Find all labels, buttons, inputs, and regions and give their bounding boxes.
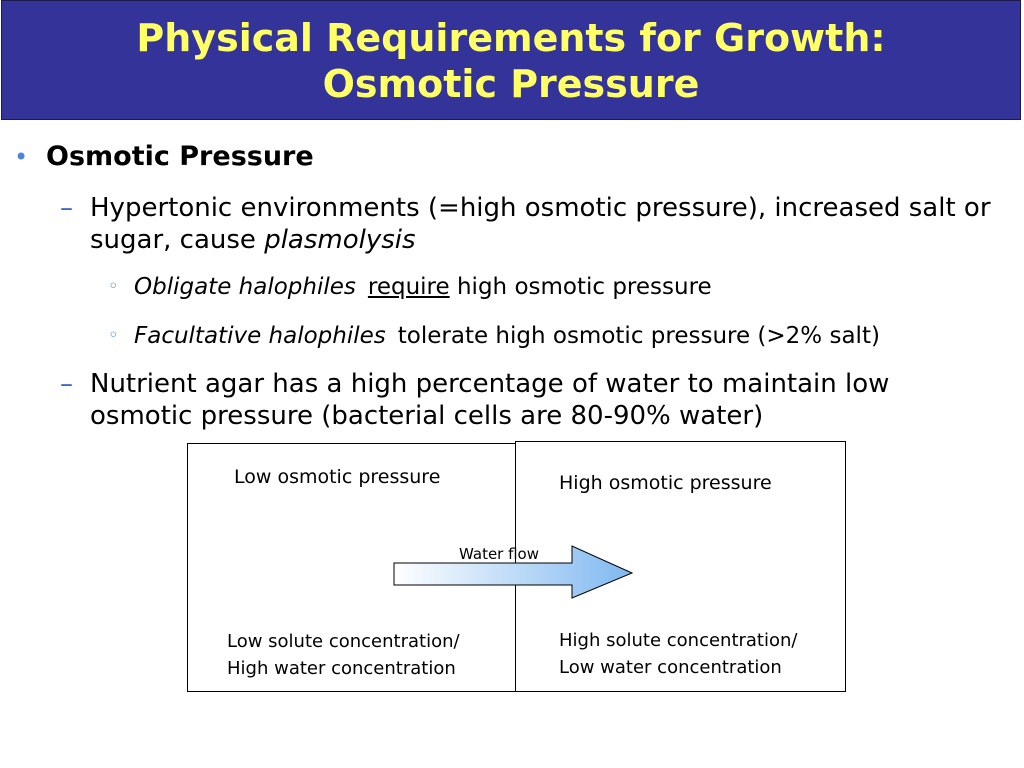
bullet-facultative [108, 321, 880, 351]
high-solute-line-1: High solute concentration/ [559, 630, 798, 651]
bullet-dot-icon: • [14, 143, 29, 171]
bullet-nutrient-text: Nutrient agar has a high percentage of water to maintain low osmotic pressure (bacterial cells are 80-90% water) [90, 369, 890, 431]
high-solute-label [559, 627, 797, 681]
obligate-rest: high osmotic pressure [449, 274, 712, 300]
low-solute-line-1: Low solute concentration/ [227, 631, 460, 652]
bullet-main-text: Osmotic Pressure [46, 141, 314, 172]
bullet-hypertonic-text [90, 192, 1010, 256]
circle-bullet-icon: ◦ [108, 276, 119, 297]
hypertonic-text: Hypertonic environments (=high osmotic pressure), increased salt or sugar, cause [90, 193, 991, 255]
circle-bullet-icon: ◦ [108, 325, 119, 346]
slide-title-line-2: Osmotic Pressure [322, 62, 700, 106]
dash-bullet-icon: – [60, 193, 73, 223]
facultative-rest: tolerate high osmotic pressure (>2% salt) [397, 323, 880, 349]
bullet-facultative-text [134, 321, 880, 351]
high-osmotic-label: High osmotic pressure [559, 472, 772, 494]
water-flow-label: Water flow [459, 545, 540, 563]
obligate-term: Obligate halophiles [134, 274, 356, 300]
bullet-obligate [108, 272, 712, 302]
plasmolysis-term: plasmolysis [264, 225, 416, 255]
require-word: require [367, 274, 450, 300]
low-solute-line-2: High water concentration [227, 658, 456, 679]
facultative-term: Facultative halophiles [134, 323, 386, 349]
slide-title-bar [1, 0, 1021, 120]
bullet-main [14, 140, 314, 174]
low-solute-label [227, 628, 460, 682]
low-osmotic-label: Low osmotic pressure [234, 466, 441, 488]
bullet-obligate-text [134, 272, 712, 302]
high-solute-line-2: Low water concentration [559, 657, 782, 678]
bullet-hypertonic [60, 192, 1010, 256]
bullet-nutrient [60, 368, 960, 432]
slide-title-line-1: Physical Requirements for Growth: [136, 16, 886, 60]
dash-bullet-icon: – [60, 369, 73, 399]
